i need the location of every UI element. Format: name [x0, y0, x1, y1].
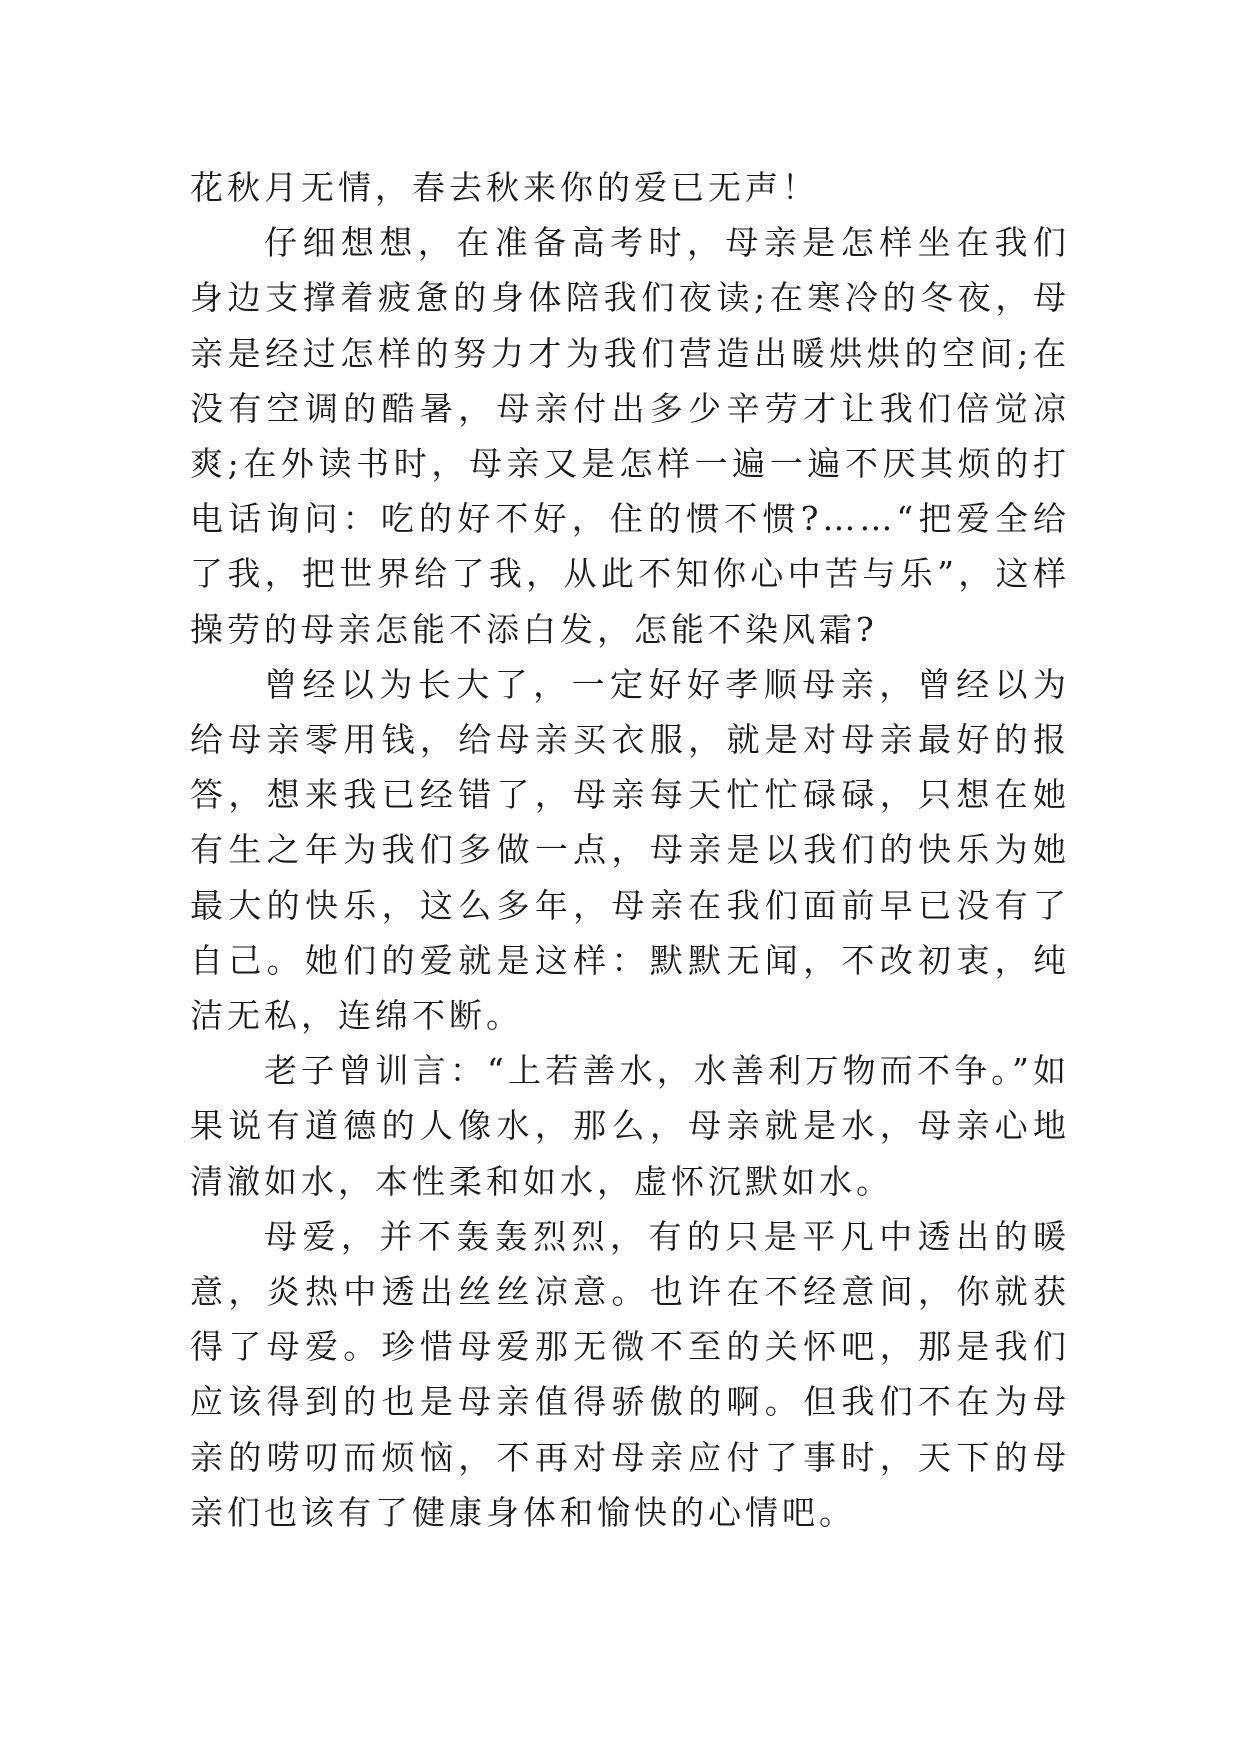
paragraph: 仔细想想，在准备高考时，母亲是怎样坐在我们身边支撑着疲惫的身体陪我们夜读;在寒冷的冬夜，母亲是经过怎样的努力才为我们营造出暖烘烘的空间;在没有空调的酷暑，母亲付出多少辛劳才让我们倍觉凉爽;在外读书时，母亲又是怎样一遍一遍不厌其烦的打电话询问：吃的好不好，住的惯不惯?……“把爱全给了我，把世界给了我，从此不知你心中苦与乐”，这样操劳的母亲怎能不添白发，怎能不染风霜? [190, 223, 1070, 649]
paragraph: 老子曾训言：“上若善水，水善利万物而不争。”如果说有道德的人像水，那么，母亲就是水，母亲心地清澈如水，本性柔和如水，虚怀沉默如水。 [190, 1051, 1070, 1201]
paragraph: 母爱，并不轰轰烈烈，有的只是平凡中透出的暖意，炎热中透出丝丝凉意。也许在不经意间，你就获得了母爱。珍惜母爱那无微不至的关怀吧，那是我们应该得到的也是母亲值得骄傲的啊。但我们不在为母亲的唠叨而烦恼，不再对母亲应付了事时，天下的母亲们也该有了健康身体和愉快的心情吧。 [190, 1216, 1070, 1532]
paragraph-continuation: 花秋月无情，春去秋来你的爱已无声！ [190, 168, 819, 207]
paragraph: 曾经以为长大了，一定好好孝顺母亲，曾经以为给母亲零用钱，给母亲买衣服，就是对母亲最好的报答，想来我已经错了，母亲每天忙忙碌碌，只想在她有生之年为我们多做一点，母亲是以我们的快乐为她最大的快乐，这么多年，母亲在我们面前早已没有了自己。她们的爱就是这样：默默无闻，不改初衷，纯洁无私，连绵不断。 [190, 664, 1070, 1036]
article-body [190, 160, 1070, 1540]
